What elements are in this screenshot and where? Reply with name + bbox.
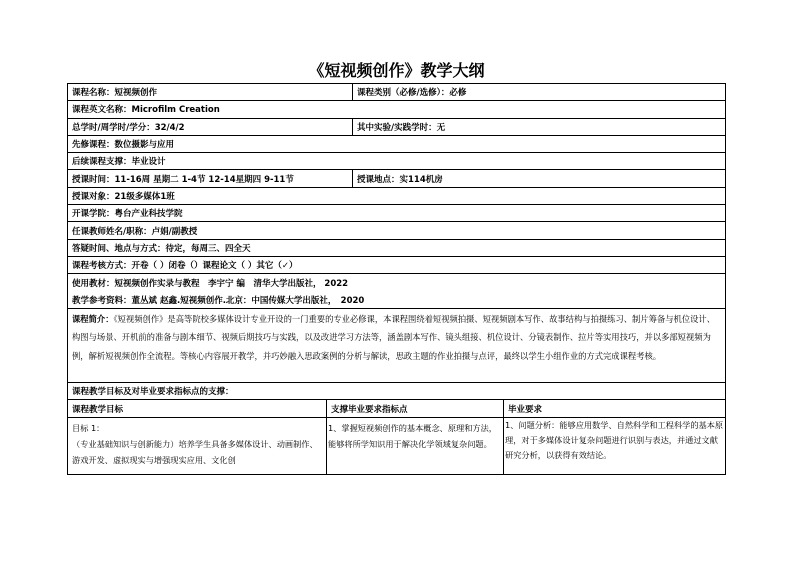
support-point: 1、掌握短视频创作的基本概念、原理和方法，能够将所学知识用于解决化学领域复杂问题。: [327, 418, 504, 474]
college: 开课学院：粤台产业科技学院: [72, 209, 183, 220]
objectives-heading: 课程教学目标及对毕业要求指标点的支撑：: [72, 387, 234, 397]
col-objectives: 课程教学目标: [68, 400, 327, 417]
goal-label: 目标 1：: [72, 423, 105, 434]
schedule: 授课时间：11-16周 星期二 1-4节 12-14星期四 9-11节: [68, 170, 353, 186]
goal-text: （专业基础知识与创新能力）培养学生具备多媒体设计、动画制作、游戏开发、虚拟现实与增强现实应用、文化创: [72, 439, 318, 466]
course-intro: [68, 309, 725, 383]
teacher: 任课教师姓名/职称：卢娟/副教授: [72, 226, 198, 237]
english-name: 课程英文名称：Microfilm Creation: [72, 105, 220, 116]
course-name: 课程名称：短视频创作: [68, 84, 353, 100]
audience: 授课对象：21级多媒体1班: [72, 191, 175, 202]
intro-text: 《短视频创作》是高等院校多媒体设计专业开设的一门重要的专业必修课，本课程围绕着短视频拍摄、短视频剧本写作、故事结构与拍摄练习、制片筹备与机位设计、构图与场景、开机前的准备与剧本细节、视频后期技巧与实践，以及改进学习方法等，涵盖剧本写作、镜头组接、机位设计、分镜表制作、拉片等实用技巧，并以多部短视频为例，解析短视频创作全流程。等核心内容展开教学，并巧妙融入思政案例的分析与解读，思政主题的作业拍摄与点评，最终以学生小组作业的方式完成课程考核。: [72, 313, 716, 361]
office-hours: 答疑时间、地点与方式：待定，每周三、四全天: [72, 243, 251, 254]
prerequisite: 先修课程：数位摄影与应用: [72, 140, 175, 151]
requirement: 1、问题分析：能够应用数学、自然科学和工程科学的基本原理，对于多媒体设计复杂问题进行识别与表达，并通过文献研究分析，以获得有效结论。: [505, 420, 724, 461]
assessment: 课程考核方式：开卷（ ）闭卷（）课程论文（ ）其它（✓）: [72, 261, 298, 272]
intro-label: 课程简介：: [72, 313, 114, 324]
location: 授课地点：实114机房: [357, 174, 443, 185]
textbook: 使用教材：短视频创作实录与教程 李宇宁 编 清华大学出版社， 2022: [72, 278, 349, 289]
practice-hours: 其中实验/实践学时：无: [357, 122, 446, 133]
reference: 教学参考资料：董丛斌 赵鑫.短视频创作.北京：中国传媒大学出版社， 2020: [72, 295, 365, 306]
course-type: 课程类别（必修/选修）：必修: [357, 88, 467, 99]
col-requirement: 毕业要求: [508, 404, 543, 415]
hours: 总学时/周学时/学分：32/4/2: [68, 119, 353, 135]
page-title: 《短视频创作》教学大纲: [308, 61, 485, 80]
syllabus-table: [67, 83, 726, 475]
col-support: 支撑毕业要求指标点: [327, 400, 504, 417]
follow-up: 后续课程支撑：毕业设计: [72, 157, 166, 168]
